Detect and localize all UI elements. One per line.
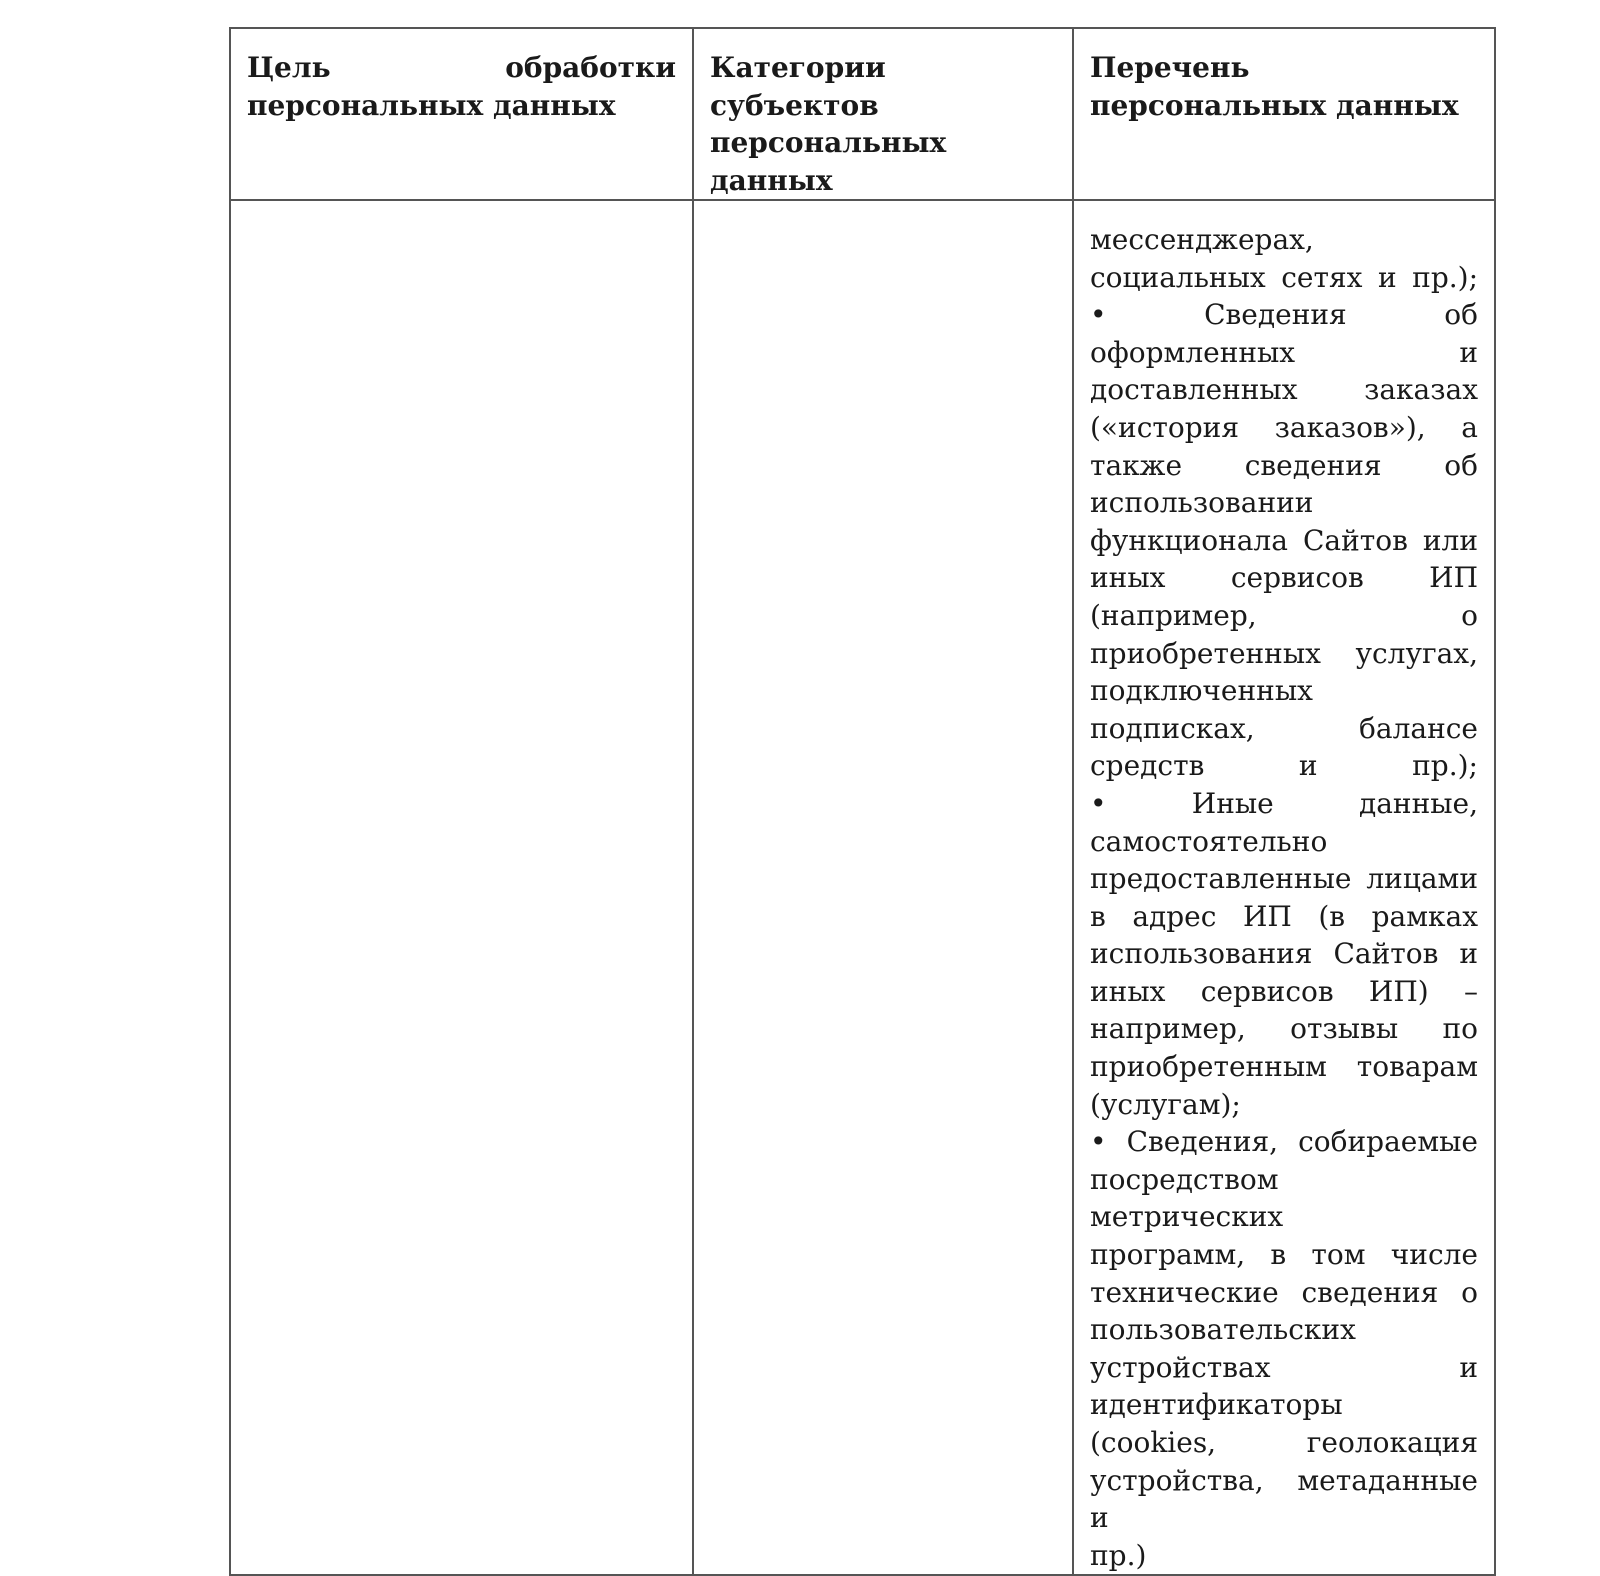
header-data-list: Перечень персональных данных <box>1073 28 1495 200</box>
data-list-line: (услугам); <box>1090 1087 1241 1121</box>
data-list-line: оформленных и <box>1090 335 1478 369</box>
data-list-line: посредством метрических <box>1090 1162 1284 1234</box>
header-subject-categories: Категории субъектов персональных данных <box>693 28 1073 200</box>
data-list-line: иных сервисов ИП <box>1090 561 1478 595</box>
table-row <box>230 200 1495 1575</box>
data-list-line: доставленных заказах <box>1090 373 1478 407</box>
data-list-line: • Сведения, собираемые <box>1090 1125 1478 1159</box>
data-list-line: самостоятельно <box>1090 824 1328 858</box>
data-list-line: (например, о <box>1090 598 1478 632</box>
data-list-line: подписках, балансе <box>1090 711 1478 745</box>
data-list-line: («история заказов»), а <box>1090 410 1478 444</box>
data-list-line: пользовательских <box>1090 1313 1356 1347</box>
data-list-line: функционала Сайтов или <box>1090 523 1478 557</box>
data-list-line: предоставленные лицами <box>1090 862 1478 896</box>
data-list-line: • Иные данные, <box>1090 786 1478 820</box>
data-list-line: приобретенным товарам <box>1090 1050 1478 1084</box>
cell-purpose <box>230 200 693 1575</box>
data-list-line: подключенных <box>1090 674 1313 708</box>
data-list-line: средств и пр.); <box>1090 749 1478 783</box>
cell-subject-categories <box>693 200 1073 1575</box>
cell-data-list <box>1073 200 1495 1575</box>
data-list-text <box>1090 221 1478 1574</box>
data-list-line: • Сведения об <box>1090 298 1478 332</box>
data-list-line: технические сведения о <box>1090 1275 1478 1309</box>
header-purpose: Цель обработки персональных данных <box>230 28 693 200</box>
data-list-line: использовании <box>1090 486 1314 520</box>
personal-data-table <box>229 27 1496 1576</box>
data-list-line: мессенджерах, <box>1090 223 1314 256</box>
data-list-line: пр.) <box>1090 1538 1147 1572</box>
data-list-line: программ, в том числе <box>1090 1238 1478 1272</box>
table-header-row <box>230 28 1495 200</box>
data-list-line: также сведения об <box>1090 448 1478 482</box>
data-list-line: устройствах и <box>1090 1350 1478 1384</box>
data-list-line: приобретенных услугах, <box>1090 636 1478 670</box>
data-list-line: иных сервисов ИП) – <box>1090 974 1478 1008</box>
data-list-line: социальных сетях и пр.); <box>1090 260 1478 294</box>
data-list-line: идентификаторы <box>1090 1388 1343 1422</box>
data-list-line: например, отзывы по <box>1090 1012 1478 1046</box>
data-list-line: (cookies, геолокация <box>1090 1426 1478 1459</box>
data-list-line: использования Сайтов и <box>1090 937 1478 971</box>
data-list-line: устройства, метаданные и <box>1090 1463 1478 1535</box>
data-list-line: в адрес ИП (в рамках <box>1090 899 1478 933</box>
